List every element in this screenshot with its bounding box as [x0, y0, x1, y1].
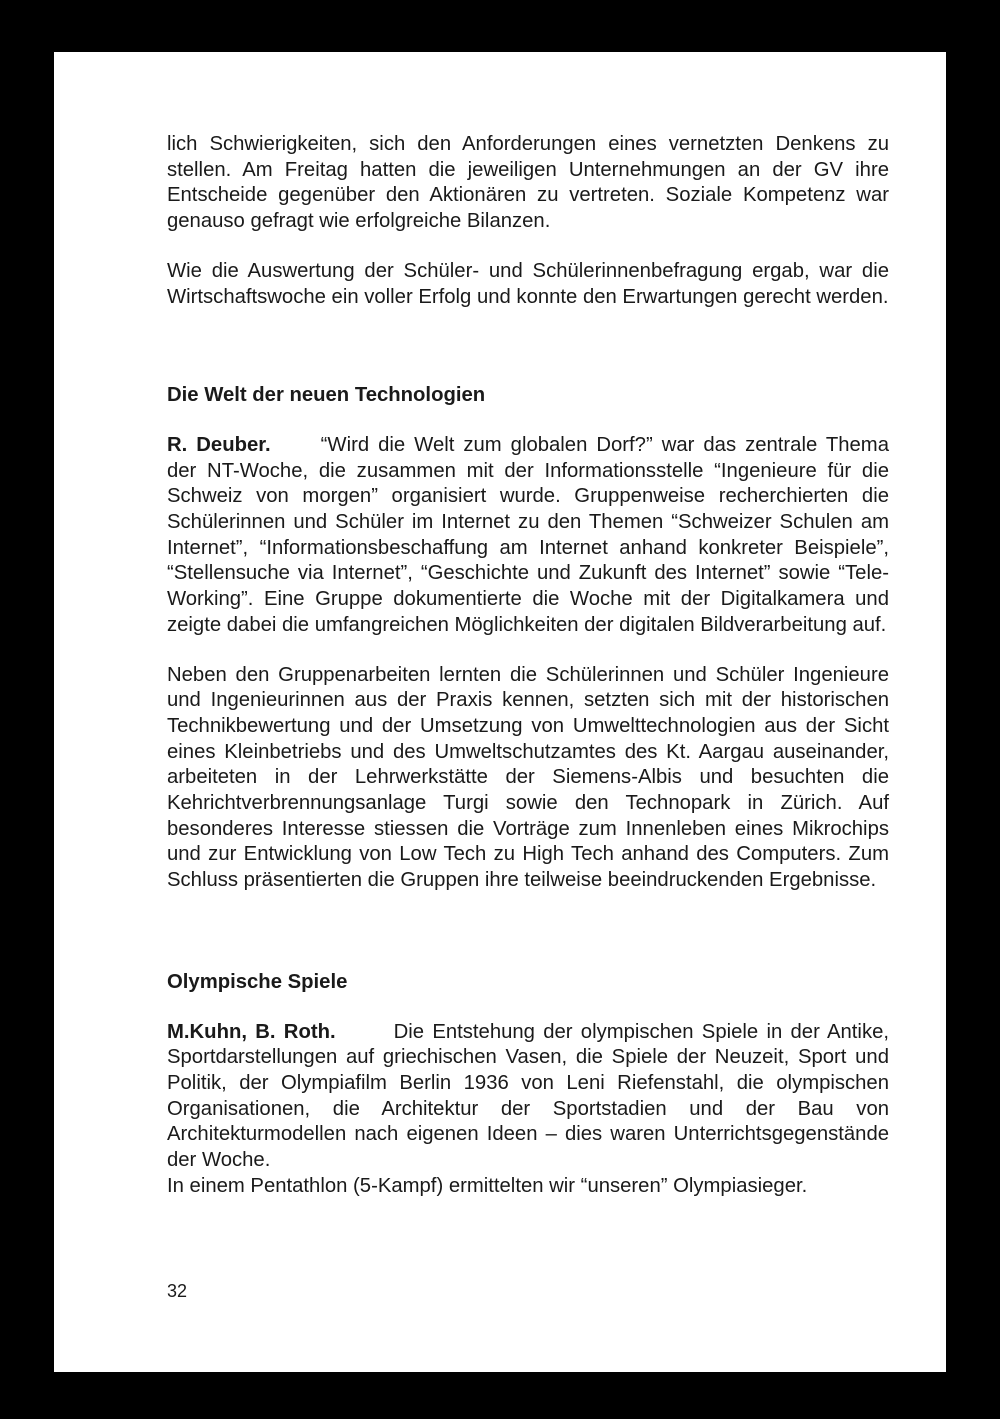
document-page	[54, 52, 946, 1372]
technologie-author: R. Deuber.	[167, 433, 271, 456]
intro-paragraph-2: Wie die Auswertung der Schüler- und Schülerinnenbefragung ergab, war die Wirtschaftswoche ein voller Erfolg und konnte den Erwartungen gerecht werden.	[167, 259, 889, 308]
olympia-author: M.Kuhn, B. Roth.	[167, 1020, 336, 1043]
olympia-paragraph-1	[167, 1020, 889, 1174]
section-heading-olympia: Olympische Spiele	[167, 970, 348, 993]
page-number: 32	[167, 1281, 188, 1301]
intro-paragraph-1: lich Schwierigkeiten, sich den Anforderungen eines vernetzten Denkens zu stellen. Am Freitag hatten die jeweiligen Unternehmungen an der GV ihre Entscheide gegenüber den Aktionären zu vertreten. Soziale Kompetenz war genauso gefragt wie erfolgreiche Bilanzen.	[167, 133, 889, 233]
section-heading-technologie: Die Welt der neuen Technologien	[167, 384, 486, 407]
technologie-paragraph-1	[167, 433, 889, 639]
technologie-paragraph-2: Neben den Gruppenarbeiten lernten die Schülerinnen und Schüler Ingenieure und Ingenieurinnen aus der Praxis kennen, setzten sich mit der historischen Technikbewertung und der Umsetzung von Umwelttechnologien aus der Sicht eines Kleinbetriebs und des Umweltschutzamtes des Kt. Aargau auseinander, arbeiteten in der Lehrwerkstätte der Siemens-Albis und besuchten die Kehrichtverbrennungsanlage Turgi sowie den Technopark in Zürich. Auf besonderes Interesse stiessen die Vorträge zum Innenleben eines Mikrochips und zur Entwicklung von Low Tech zu High Tech anhand des Computers. Zum Schluss präsentierten die Gruppen ihre teilweise beeindruckenden Ergebnisse.	[167, 663, 889, 892]
page-content	[167, 132, 889, 1200]
olympia-paragraph-2: In einem Pentathlon (5-Kampf) ermittelten wir “unseren” Olympiasieger.	[167, 1174, 808, 1197]
olympia-paragraph-1-text: Die Entstehung der olympischen Spiele in der Antike, Sportdarstellungen auf griechischen Vasen, die Spiele der Neuzeit, Sport und Politik, der Olympiafilm Berlin 1936 von Leni Riefenstahl, die olympischen Organisationen, die Architektur der Sportstadien und der Bau von Architekturmodellen nach eigenen Ideen – dies waren Unterrichtsgegenstände der Woche.	[167, 1020, 889, 1172]
technologie-paragraph-1-text: “Wird die Welt zum globalen Dorf?” war das zentrale Thema der NT-Woche, die zusammen mit der Informationsstelle “Ingenieure für die Schweiz von morgen” organisiert wurde. Gruppenweise recherchierten die Schülerinnen und Schüler im Internet zu den Themen “Schweizer Schulen am Internet”, “Informationsbeschaffung am Internet anhand konkreter Beispiele”, “Stellensuche via Internet”, “Geschichte und Zukunft des Internet” sowie “Tele-Working”. Eine Gruppe dokumentierte die Woche mit der Digitalkamera und zeigte dabei die umfangreichen Möglichkeiten der digitalen Bildverarbeitung auf.	[167, 433, 889, 636]
